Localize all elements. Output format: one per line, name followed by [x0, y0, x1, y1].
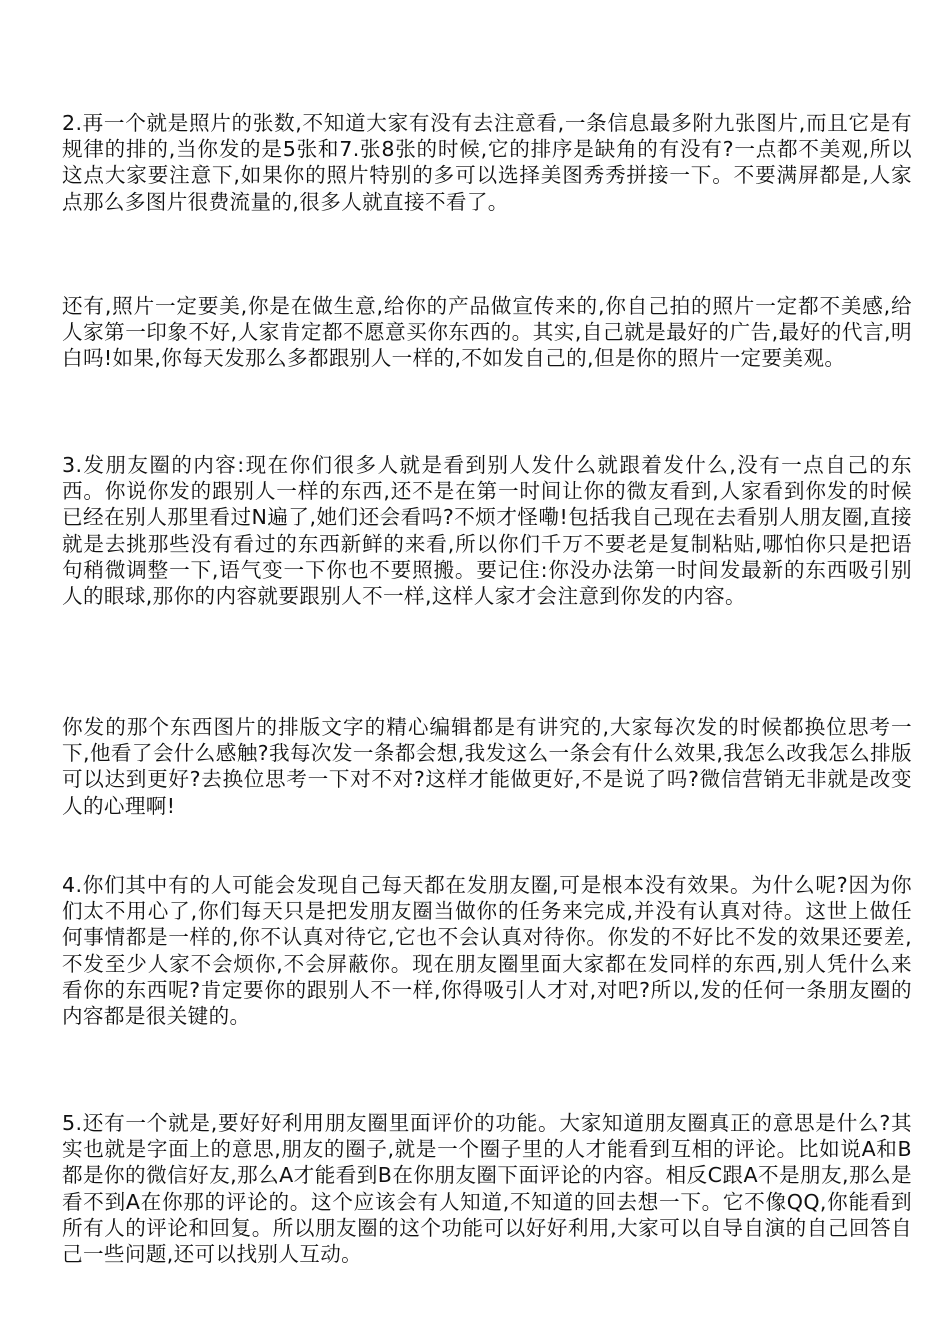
paragraph-photo-quality: 还有,照片一定要美,你是在做生意,给你的产品做宣传来的,你自己拍的照片一定都不美感,给人家第一印象不好,人家肯定都不愿意买你东西的。其实,自己就是最好的广告,最好的代言,明白吗!如果,你每天发那么多都跟别人一样的,不如发自己的,但是你的照片一定要美观。	[62, 294, 912, 371]
paragraph-photo-count: 2.再一个就是照片的张数,不知道大家有没有去注意看,一条信息最多附九张图片,而且它是有规律的排的,当你发的是5张和7.张8张的时候,它的排序是缺角的有没有?一点都不美观,所以这点大家要注意下,如果你的照片特别的多可以选择美图秀秀拼接一下。不要满屏都是,人家点那么多图片很费流量的,很多人就直接不看了。	[62, 111, 912, 214]
paragraph-post-content: 3.发朋友圈的内容:现在你们很多人就是看到别人发什么就跟着发什么,没有一点自己的东西。你说你发的跟别人一样的东西,还不是在第一时间让你的微友看到,人家看到你发的时候已经在别人那里看过N遍了,她们还会看吗?不烦才怪嘞!包括我自己现在去看别人朋友圈,直接就是去挑那些没有看过的东西新鲜的来看,所以你们千万不要老是复制粘贴,哪怕你只是把语句稍微调整一下,语气变一下你也不要照搬。要记住:你没办法第一时间发最新的东西吸引别人的眼球,那你的内容就要跟别人不一样,这样人家才会注意到你发的内容。	[62, 453, 912, 609]
paragraph-effort: 4.你们其中有的人可能会发现自己每天都在发朋友圈,可是根本没有效果。为什么呢?因为你们太不用心了,你们每天只是把发朋友圈当做你的任务来完成,并没有认真对待。这世上做任何事情都是一样的,你不认真对待它,它也不会认真对待你。你发的不好比不发的效果还要差,不发至少人家不会烦你,不会屏蔽你。现在朋友圈里面大家都在发同样的东西,别人凭什么来看你的东西呢?肯定要你的跟别人不一样,你得吸引人才对,对吧?所以,发的任何一条朋友圈的内容都是很关键的。	[62, 873, 912, 1029]
paragraph-comments-feature: 5.还有一个就是,要好好利用朋友圈里面评价的功能。大家知道朋友圈真正的意思是什么?其实也就是字面上的意思,朋友的圈子,就是一个圈子里的人才能看到互相的评论。比如说A和B都是你的微信好友,那么A才能看到B在你朋友圈下面评论的内容。相反C跟A不是朋友,那么是看不到A在你那的评论的。这个应该会有人知道,不知道的回去想一下。它不像QQ,你能看到所有人的评论和回复。所以朋友圈的这个功能可以好好利用,大家可以自导自演的自己回答自己一些问题,还可以找别人互动。	[62, 1111, 912, 1267]
paragraph-layout-editing: 你发的那个东西图片的排版文字的精心编辑都是有讲究的,大家每次发的时候都换位思考一下,他看了会什么感触?我每次发一条都会想,我发这么一条会有什么效果,我怎么改我怎么排版可以达到更好?去换位思考一下对不对?这样才能做更好,不是说了吗?微信营销无非就是改变人的心理啊!	[62, 715, 912, 818]
